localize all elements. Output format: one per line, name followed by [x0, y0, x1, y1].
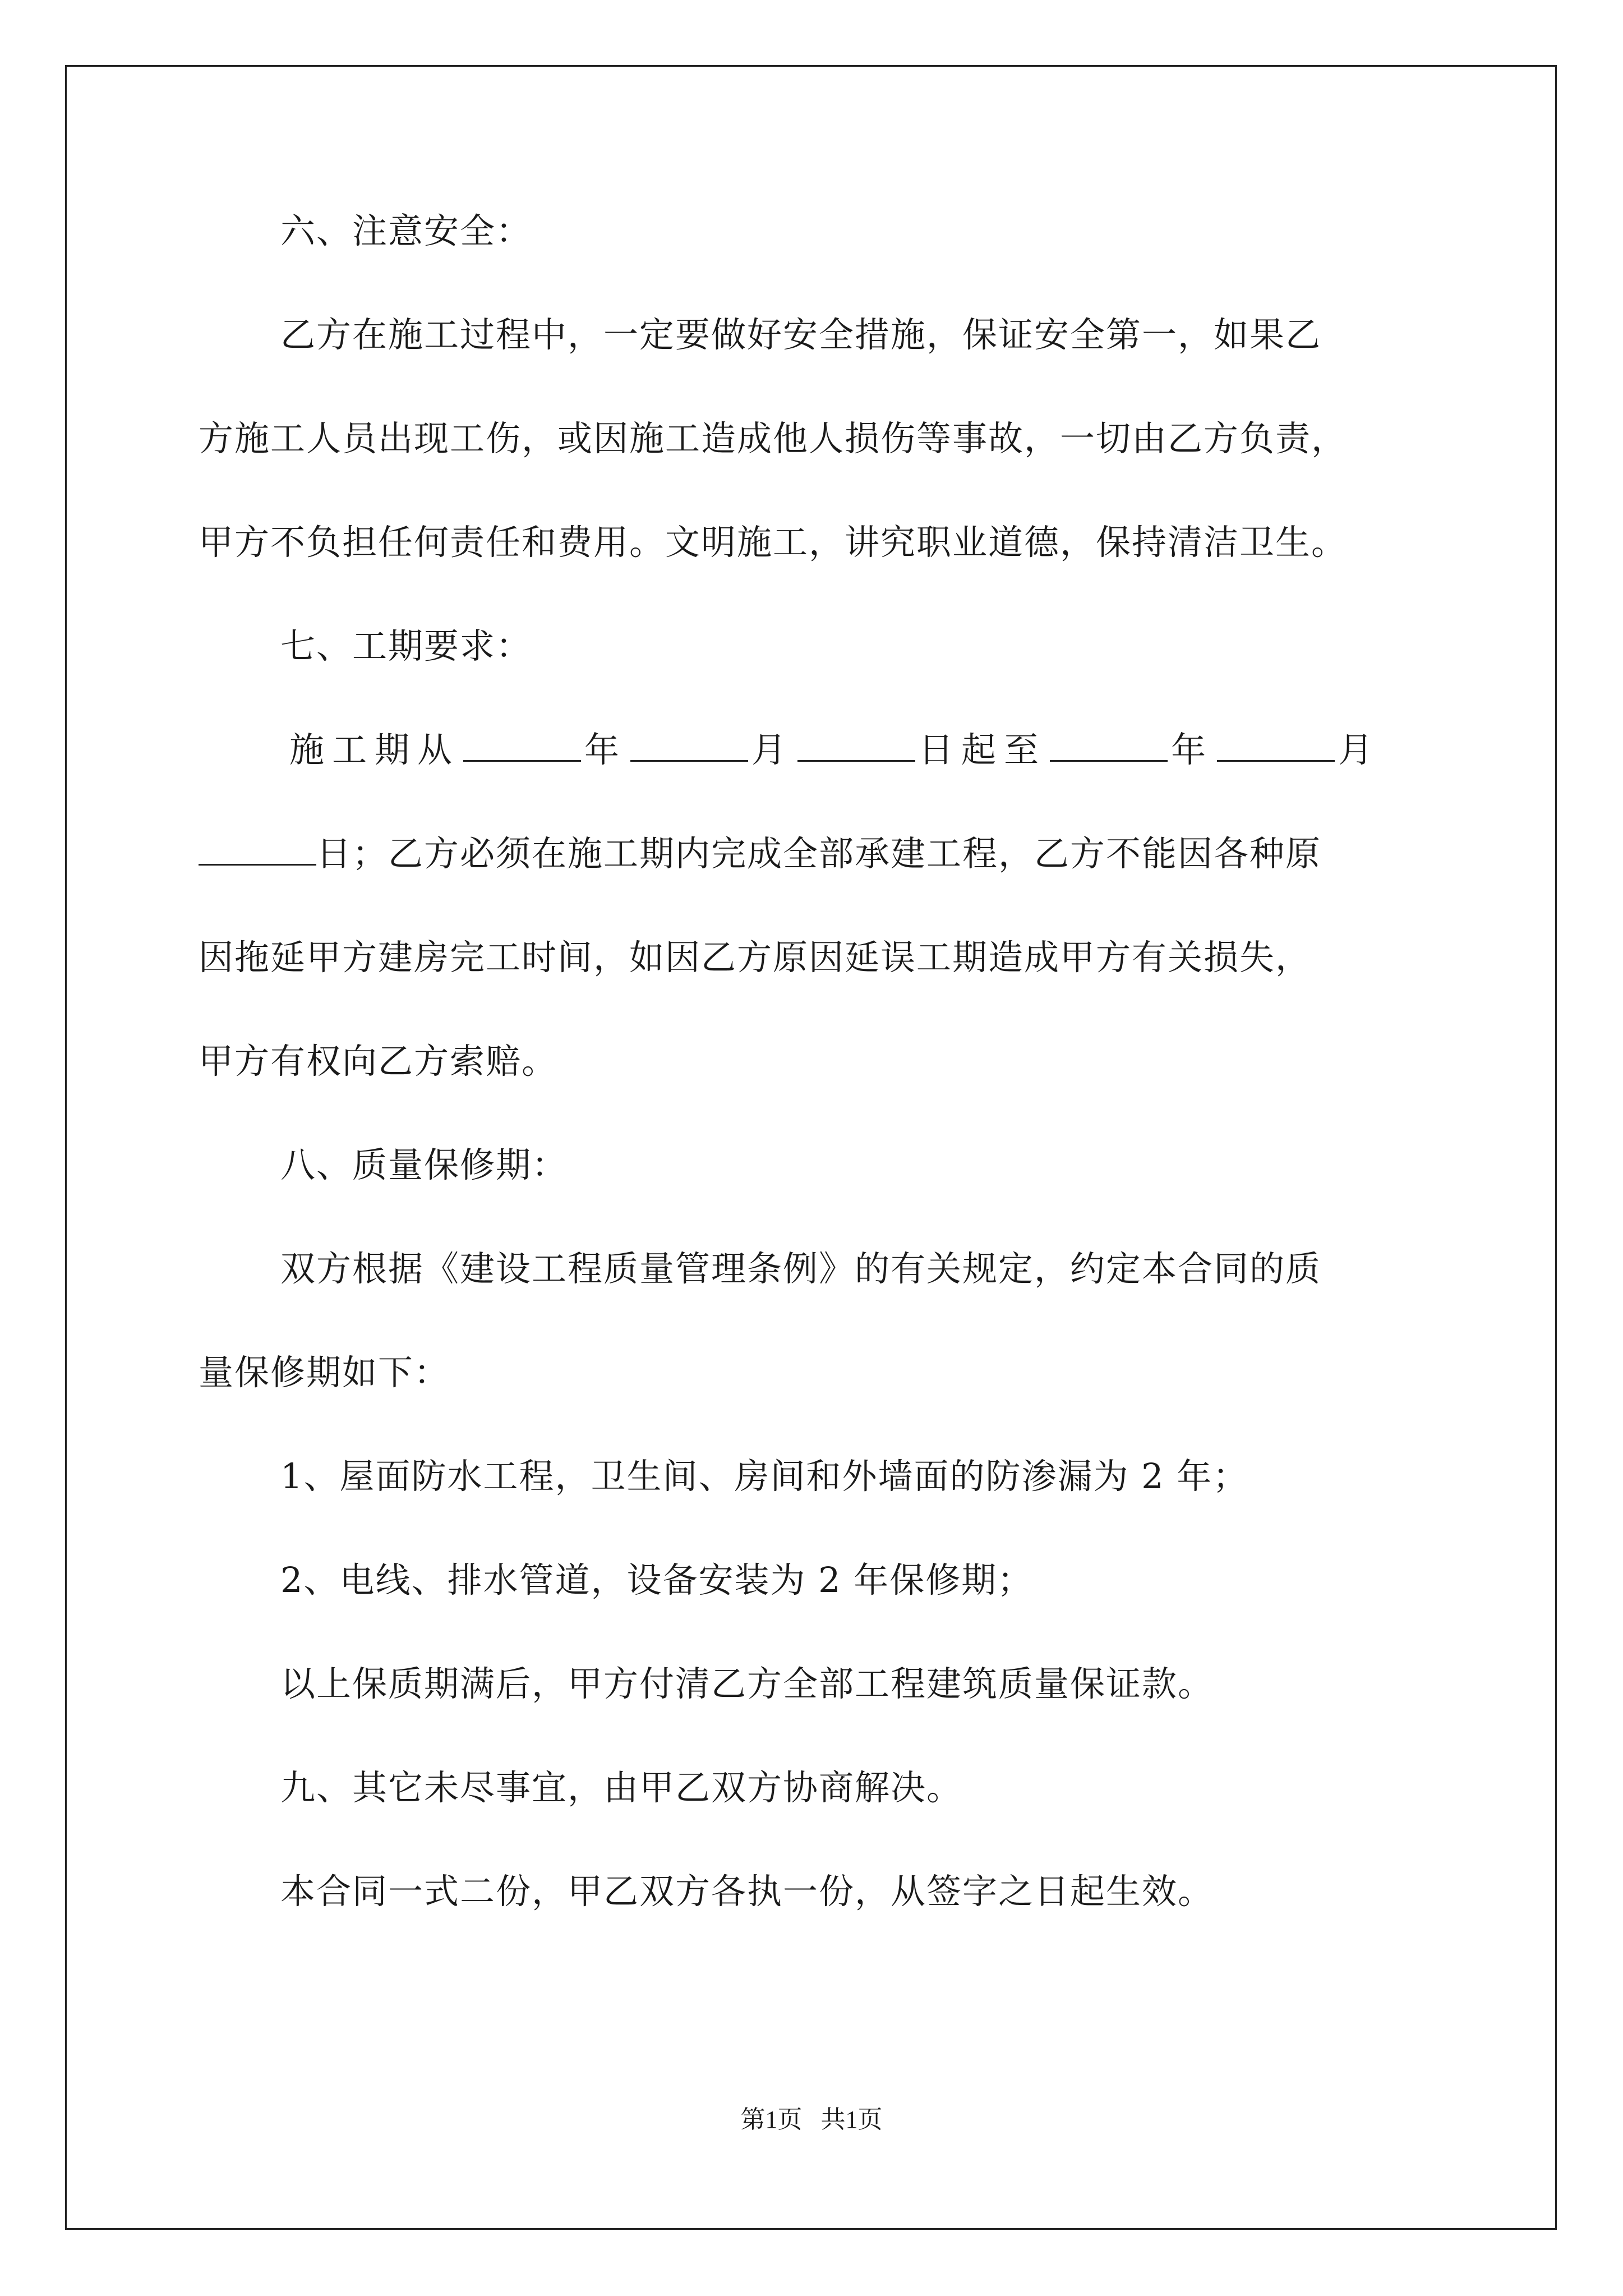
section-7-line-3: 因拖延甲方建房完工时间，如因乙方原因延误工期造成甲方有关损失， — [199, 937, 1312, 978]
construction-period-line-2 — [199, 832, 1321, 875]
end-month-blank — [1217, 729, 1335, 762]
section-8-paragraph-line-1: 双方根据《建设工程质量管理条例》的有关规定，约定本合同的质 — [280, 1248, 1322, 1289]
warranty-item-1: 1、屋面防水工程，卫生间、房间和外墙面的防渗漏为 2 年； — [280, 1456, 1249, 1497]
section-7-line-2-text: 日；乙方必须在施工期内完成全部承建工程，乙方不能因各种原 — [316, 833, 1322, 874]
start-month-blank — [630, 729, 748, 762]
section-8-heading: 八、质量保修期： — [280, 1144, 568, 1185]
section-7-line-4: 甲方有权向乙方索赔。 — [199, 1041, 558, 1082]
section-8-paragraph-line-2: 量保修期如下： — [199, 1352, 450, 1393]
page-number-footer: 第1页 共1页 — [740, 2106, 883, 2133]
month-label-2: 月 — [1338, 729, 1381, 770]
warranty-item-2: 2、电线、排水管道，设备安装为 2 年保修期； — [280, 1559, 1034, 1600]
construction-period-line — [289, 729, 1381, 771]
end-day-blank — [199, 832, 316, 866]
start-day-blank — [797, 729, 915, 762]
section-6-heading: 六、注意安全： — [280, 210, 532, 251]
month-label: 月 — [751, 729, 795, 770]
closing-statement: 本合同一式二份，甲乙双方各执一份，从签字之日起生效。 — [280, 1871, 1214, 1912]
section-7-heading: 七、工期要求： — [280, 625, 532, 666]
year-label: 年 — [584, 729, 628, 770]
day-start-label: 日起至 — [919, 729, 1047, 770]
start-year-blank — [463, 729, 581, 762]
section-6-paragraph-line-1: 乙方在施工过程中，一定要做好安全措施，保证安全第一，如果乙 — [280, 314, 1322, 355]
section-9: 九、其它未尽事宜，由甲乙双方协商解决。 — [280, 1767, 963, 1808]
section-6-paragraph-line-3: 甲方不负担任何责任和费用。文明施工，讲究职业道德，保持清洁卫生。 — [199, 522, 1348, 563]
date-prefix: 施工期从 — [289, 729, 460, 770]
section-6-paragraph-line-2: 方施工人员出现工伤，或因施工造成他人损伤等事故，一切由乙方负责， — [199, 418, 1348, 459]
warranty-note: 以上保质期满后，甲方付清乙方全部工程建筑质量保证款。 — [280, 1663, 1214, 1704]
year-label-2: 年 — [1171, 729, 1214, 770]
end-year-blank — [1050, 729, 1168, 762]
